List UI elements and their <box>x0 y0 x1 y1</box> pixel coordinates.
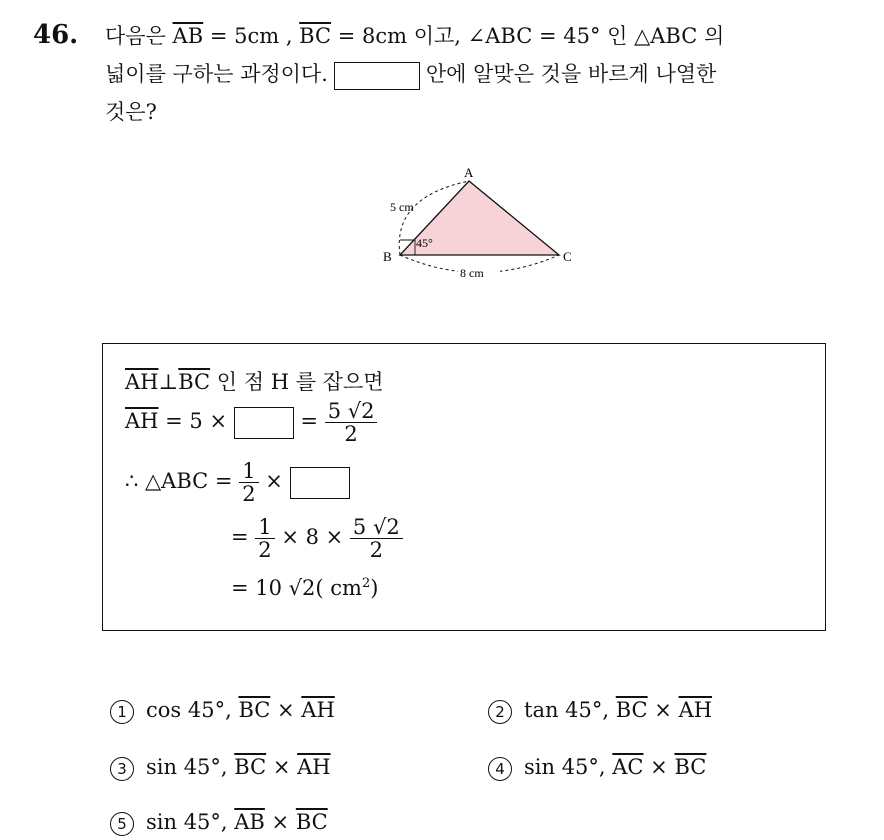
choice-text: tan 45°, <box>524 698 616 722</box>
segment: $\overline{AB}$ <box>234 810 265 834</box>
choice-text: sin 45°, <box>146 810 235 834</box>
solution-line-1 <box>125 366 384 396</box>
segment: $\overline{AH}$ <box>301 698 335 722</box>
sol-text: = 5 × <box>158 409 234 433</box>
segment: $\overline{BC}$ <box>238 698 271 722</box>
segment-ah: $\overline{AH}$ <box>125 370 159 394</box>
q-text: = 8cm 이고, ∠ABC = 45° 인 △ABC 의 <box>331 24 725 48</box>
fraction-numerator: 1 <box>255 516 274 539</box>
sol-text: 인 점 H 를 잡으면 <box>210 370 384 394</box>
answer-blank-inline <box>334 62 420 90</box>
choice-number: 3 <box>110 757 134 781</box>
choice-text: cos 45°, <box>146 698 239 722</box>
solution-line-5 <box>231 576 378 600</box>
fraction-denominator: 2 <box>344 422 358 446</box>
sol-text: ∴ △ABC = <box>125 469 240 493</box>
question-text-line-3: 것은? <box>105 100 157 124</box>
segment: $\overline{AH}$ <box>297 755 331 779</box>
segment: $\overline{BC}$ <box>674 755 707 779</box>
vertex-a-label: A <box>464 165 474 180</box>
choice-2[interactable] <box>488 698 712 724</box>
fraction <box>255 516 274 561</box>
question-text-line-1 <box>105 20 724 50</box>
segment-ah: $\overline{AH}$ <box>125 409 159 433</box>
segment-bc: $\overline{BC}$ <box>178 370 211 394</box>
times-symbol: × <box>647 698 679 722</box>
solution-line-4 <box>231 516 403 561</box>
sol-text: × <box>258 469 290 493</box>
triangle-figure <box>380 162 580 282</box>
times-symbol: × <box>264 810 296 834</box>
q-text: 넓이를 구하는 과정이다. <box>105 62 328 86</box>
angle-label: 45° <box>416 236 433 250</box>
fraction <box>239 460 258 505</box>
sol-text: = 10 √2( cm <box>231 576 362 600</box>
choice-3[interactable] <box>110 755 331 781</box>
choice-number: 5 <box>110 812 134 836</box>
choice-number: 1 <box>110 700 134 724</box>
perp-symbol: ⊥ <box>158 370 179 394</box>
segment: $\overline{BC}$ <box>295 810 328 834</box>
vertex-b-label: B <box>383 249 392 264</box>
segment: $\overline{AC}$ <box>612 755 644 779</box>
fraction <box>350 516 403 561</box>
choice-number: 4 <box>488 757 512 781</box>
choice-text: sin 45°, <box>146 755 235 779</box>
segment: $\overline{BC}$ <box>615 698 648 722</box>
superscript: 2 <box>361 576 371 591</box>
segment: $\overline{AH}$ <box>678 698 713 722</box>
q-text: = 5cm , <box>203 24 300 48</box>
choice-text: sin 45°, <box>524 755 613 779</box>
choice-5[interactable] <box>110 810 328 836</box>
solution-line-3 <box>125 460 350 505</box>
choice-1[interactable] <box>110 698 335 724</box>
sol-text: = <box>231 525 256 549</box>
sol-text: ) <box>370 576 379 600</box>
choice-4[interactable] <box>488 755 706 781</box>
question-text-line-2 <box>105 58 716 90</box>
fraction-numerator: 5 √2 <box>325 400 378 423</box>
solution-box <box>102 343 826 631</box>
vertex-c-label: C <box>563 249 572 264</box>
fraction-denominator: 2 <box>242 482 256 506</box>
fraction-denominator: 2 <box>258 538 272 562</box>
sol-text: = <box>293 409 325 433</box>
question-number: 46. <box>33 20 79 50</box>
q-text: 다음은 <box>105 24 173 48</box>
bc-length-label: 8 cm <box>460 266 484 280</box>
fraction-numerator: 1 <box>239 460 258 483</box>
ab-length-label: 5 cm <box>390 200 414 214</box>
fraction-denominator: 2 <box>369 538 383 562</box>
solution-line-2 <box>125 400 377 445</box>
q-text: 안에 알맞은 것을 바르게 나열한 <box>425 62 717 86</box>
times-symbol: × <box>643 755 675 779</box>
times-symbol: × <box>270 698 302 722</box>
sol-text: × 8 × <box>274 525 350 549</box>
answer-blank-1 <box>234 407 294 439</box>
choice-number: 2 <box>488 700 512 724</box>
segment-bc: $\overline{BC}$ <box>299 24 332 48</box>
segment-ab: $\overline{AB}$ <box>172 24 204 48</box>
segment: $\overline{BC}$ <box>234 755 267 779</box>
answer-blank-2 <box>290 467 350 499</box>
times-symbol: × <box>266 755 298 779</box>
fraction-numerator: 5 √2 <box>350 516 403 539</box>
fraction <box>325 400 378 445</box>
